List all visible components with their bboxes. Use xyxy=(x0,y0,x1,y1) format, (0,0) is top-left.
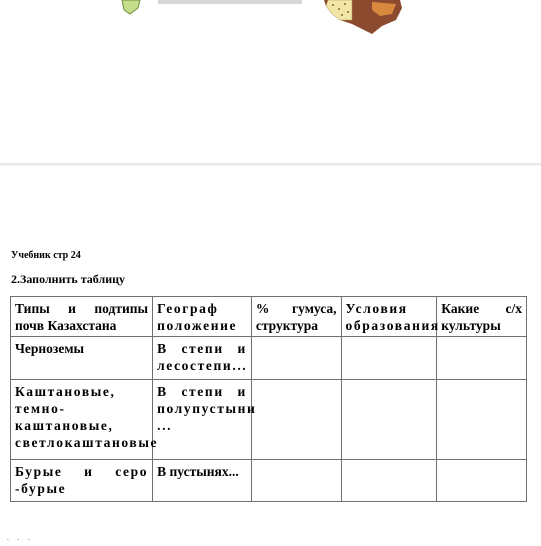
cell-geography: В степи и лесостепи... xyxy=(153,337,252,380)
cell-humus-empty[interactable] xyxy=(251,337,341,380)
cell-conditions-empty[interactable] xyxy=(341,337,437,380)
header-crops: Какие с/х культуры xyxy=(437,297,527,337)
header-soil-types: Типы и подтипы почв Казахстана xyxy=(11,297,153,337)
cut-off-text-fragment: · · · xyxy=(6,534,33,546)
soil-types-table xyxy=(10,296,527,502)
table-header-row xyxy=(11,297,527,337)
cell-geography: В пустынях... xyxy=(153,460,252,502)
header-geography: Географ положение xyxy=(153,297,252,337)
soil-map-image xyxy=(0,0,541,164)
textbook-reference: Учебник стр 24 xyxy=(11,250,81,261)
map-legend-text-strip xyxy=(158,0,302,4)
header-humus: % гумуса, структура xyxy=(251,297,341,337)
cell-humus-empty[interactable] xyxy=(251,380,341,460)
cell-conditions-empty[interactable] xyxy=(341,380,437,460)
table-row xyxy=(11,460,527,502)
section-divider xyxy=(0,163,541,166)
cell-soil-type: Черноземы xyxy=(11,337,153,380)
cell-humus-empty[interactable] xyxy=(251,460,341,502)
table-row xyxy=(11,337,527,380)
cell-crops-empty[interactable] xyxy=(437,460,527,502)
map-green-region xyxy=(122,0,140,14)
table-row xyxy=(11,380,527,460)
cell-soil-type: Бурые и серо -бурые xyxy=(11,460,153,502)
cell-conditions-empty[interactable] xyxy=(341,460,437,502)
cell-soil-type: Каштановые, темно-каштановые, светлокаштановые xyxy=(11,380,153,460)
cell-geography: В степи и полупустыни ... xyxy=(153,380,252,460)
cell-crops-empty[interactable] xyxy=(437,380,527,460)
cell-crops-empty[interactable] xyxy=(437,337,527,380)
task-title: 2.Заполнить таблицу xyxy=(11,272,126,286)
map-fragment-area xyxy=(0,0,541,164)
header-conditions: Условия образования xyxy=(341,297,437,337)
